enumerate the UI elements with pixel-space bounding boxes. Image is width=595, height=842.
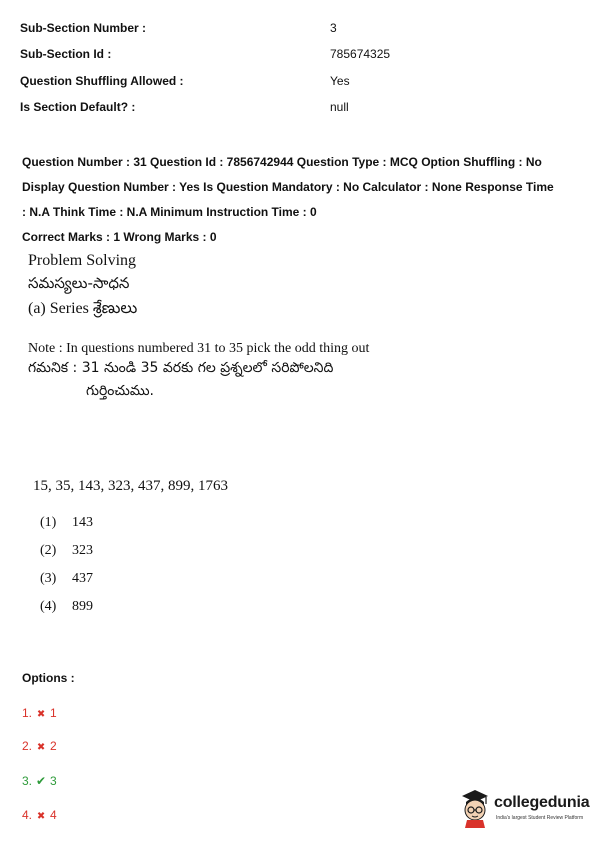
meta-value-section-default: null	[330, 100, 349, 114]
option-value: 4	[50, 808, 57, 822]
logo-wordmark: collegedunia	[494, 794, 590, 811]
question-marks: Correct Marks : 1 Wrong Marks : 0	[22, 230, 217, 244]
subtopic-series: (a) Series శ్రేణులు	[28, 300, 138, 317]
meta-label-subsection-id: Sub-Section Id :	[20, 47, 112, 61]
collegedunia-logo	[458, 788, 588, 832]
choice-3	[40, 571, 93, 587]
note-english: Note : In questions numbered 31 to 35 pick the odd thing out	[28, 341, 370, 356]
topic-english: Problem Solving	[28, 252, 137, 269]
question-header-line-3: : N.A Think Time : N.A Minimum Instruction Time : 0	[22, 205, 317, 219]
option-item-3	[22, 774, 57, 788]
option-value: 2	[50, 739, 57, 753]
choice-text: 323	[72, 543, 93, 558]
option-prefix: 1.	[22, 706, 33, 720]
option-item-1	[22, 706, 57, 720]
choice-number: (3)	[40, 571, 57, 586]
question-header-line-2: Display Question Number : Yes Is Question Mandatory : No Calculator : None Response Time	[22, 180, 554, 194]
choice-2	[40, 543, 93, 559]
choice-text: 437	[72, 571, 93, 586]
note-telugu-line-1: గమనిక : 31 నుండి 35 వరకు గల ప్రశ్నలలో సరిపోలనిది	[28, 360, 334, 376]
choice-1	[40, 515, 93, 531]
option-prefix: 3.	[22, 774, 33, 788]
meta-value-subsection-number: 3	[330, 21, 337, 35]
choice-number: (2)	[40, 543, 57, 558]
option-prefix: 2.	[22, 739, 33, 753]
choice-text: 899	[72, 599, 93, 614]
topic-telugu: సమస్యలు-సాధన	[28, 274, 130, 292]
option-value: 3	[50, 774, 57, 788]
meta-label-shuffling: Question Shuffling Allowed :	[20, 74, 184, 88]
cross-icon: ✖	[36, 742, 46, 753]
note-telugu-line-2: గుర్తించుము.	[86, 383, 154, 399]
number-sequence: 15, 35, 143, 323, 437, 899, 1763	[33, 478, 228, 494]
meta-value-subsection-id: 785674325	[330, 47, 391, 61]
meta-label-subsection-number: Sub-Section Number :	[20, 21, 147, 35]
check-icon: ✔	[35, 774, 47, 788]
option-item-4	[22, 808, 57, 822]
option-item-2	[22, 739, 57, 753]
option-prefix: 4.	[22, 808, 33, 822]
option-value: 1	[50, 706, 57, 720]
question-header	[22, 150, 582, 250]
meta-value-shuffling: Yes	[330, 74, 350, 88]
cross-icon: ✖	[36, 709, 46, 720]
choice-4	[40, 599, 93, 615]
options-heading: Options :	[22, 671, 75, 685]
mascot-icon	[458, 788, 492, 828]
logo-tagline: India's largest Student Review Platform	[496, 815, 584, 821]
choice-text: 143	[72, 515, 93, 530]
cross-icon: ✖	[36, 811, 46, 822]
choice-number: (1)	[40, 515, 57, 530]
choice-number: (4)	[40, 599, 57, 614]
question-header-line-1: Question Number : 31 Question Id : 7856742944 Question Type : MCQ Option Shuffling : No	[22, 155, 542, 169]
meta-label-section-default: Is Section Default? :	[20, 100, 136, 114]
